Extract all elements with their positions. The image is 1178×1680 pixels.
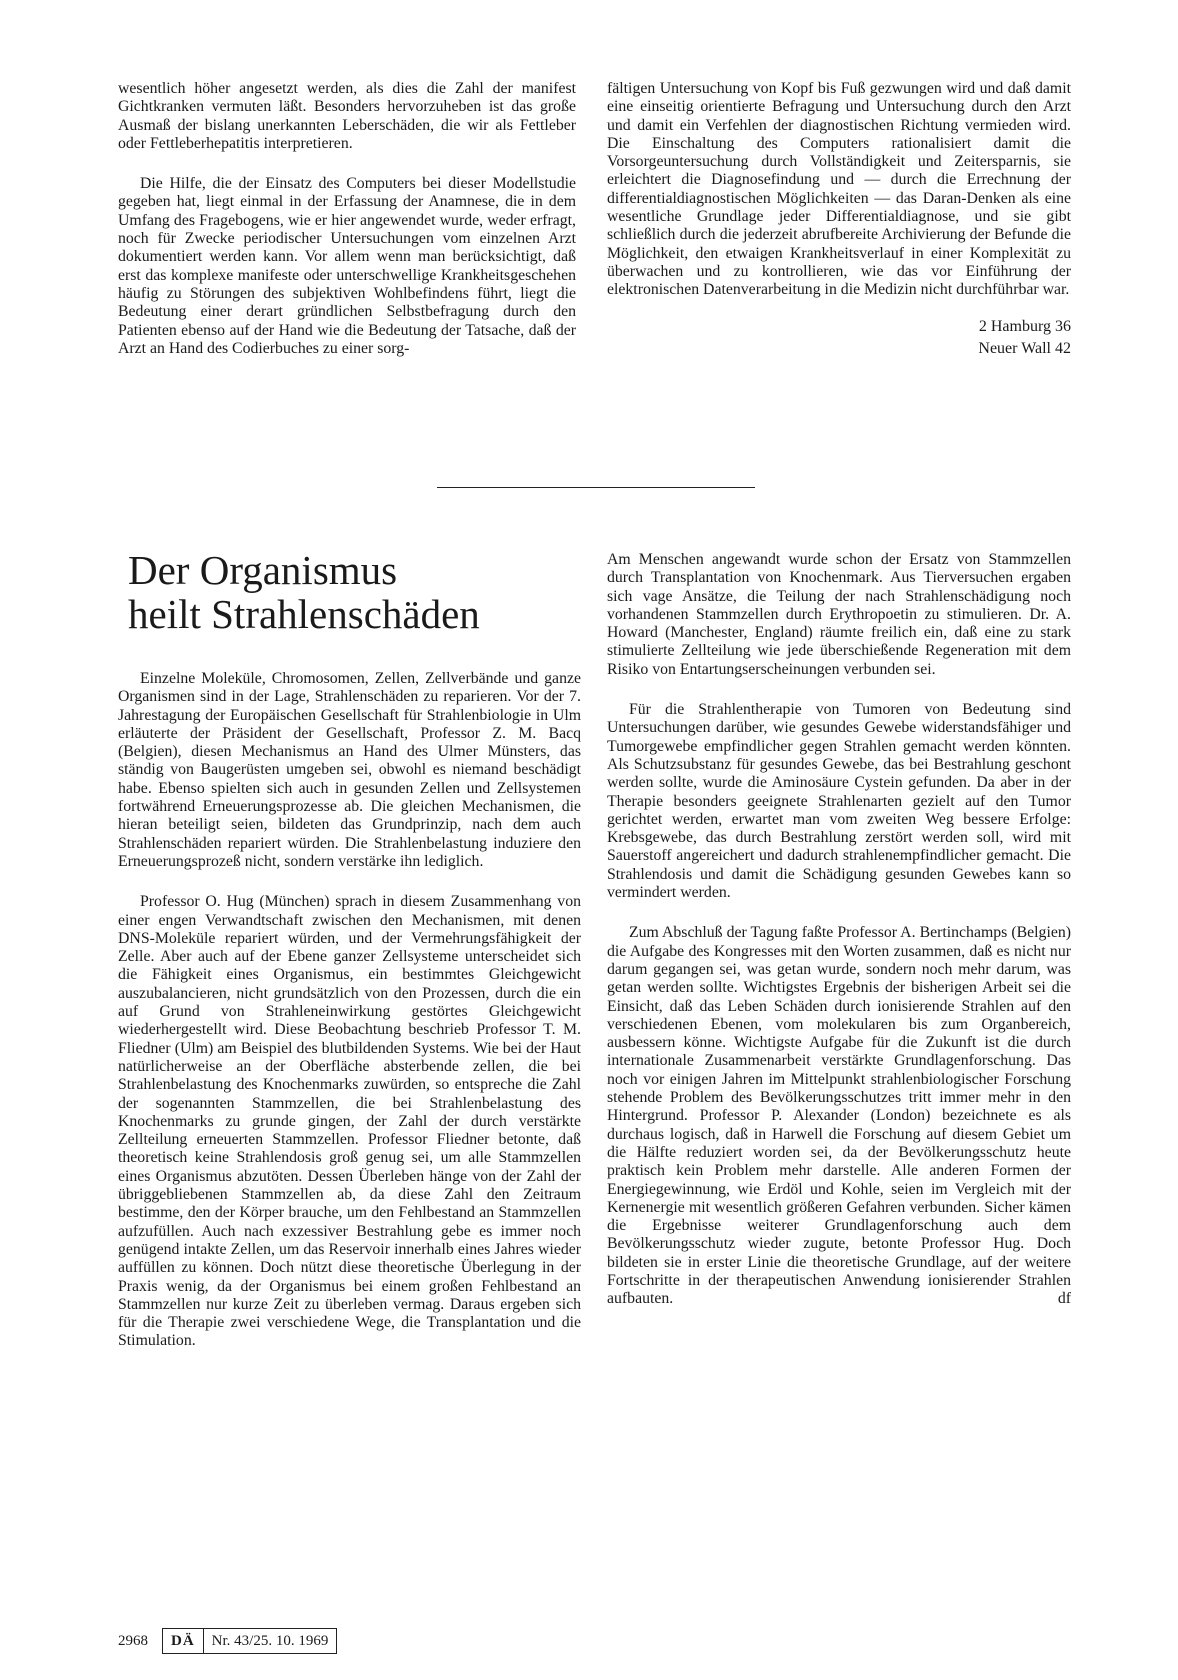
title-line-1: Der Organismus bbox=[128, 547, 398, 593]
article-right-column bbox=[607, 551, 1071, 1331]
page-footer bbox=[118, 1628, 337, 1654]
top-right-column bbox=[607, 80, 1071, 360]
article-paragraph-last bbox=[607, 924, 1071, 1308]
page-number: 2968 bbox=[118, 1632, 148, 1649]
article-paragraph: Am Menschen angewandt wurde schon der Ersatz von Stammzellen durch Transplantation von Knochenmark. Aus Tierversuchen ergaben sich vage Ansätze, die Teilung der nach Strahlenschädigung noch vorhandenen Stammzellen durch Erythropoetin zu stimulieren. Dr. A. Howard (Manchester, England) räumte freilich ein, daß eine zu stark stimulierte Zellteilung wie jede überschießende Regeneration mit dem Risiko von Entartungserscheinungen verbunden sei. bbox=[607, 551, 1071, 678]
computer-paragraph: Die Hilfe, die der Einsatz des Computers bei dieser Modellstudie gegeben hat, liegt einmal in der Erfassung der Anamnese, die in dem Umfang des Fragebogens, wie er hier angewendet wurde, weder erfragt, noch für Zwecke periodischer Untersuchungen vom einzelnen Arzt dokumentiert werden kann. Vor allem wenn man berücksichtigt, daß erst das komplexe manifeste oder unterschwellige Krankheitsgeschehen häufig zu Störungen des subjektiven Wohlbefindens führt, liegt die Bedeutung einer derart gründlichen Selbstbefragung durch den Patienten ebenso auf der Hand wie die Bedeutung der Tatsache, daß der Arzt an Hand des Codierbuches zu einer sorg- bbox=[118, 175, 576, 357]
article-paragraph: Einzelne Moleküle, Chromosomen, Zellen, Zellverbände und ganze Organismen sind in der Lage, Strahlenschäden zu reparieren. Vor der 7. Jahrestagung der Europäischen Gesellschaft für Strahlenbiologie in Ulm erläuterte der Präsident der Gesellschaft, Professor Z. M. Bacq (Belgien), diesen Mechanismus an Hand des Ulmer Münsters, das ständig von Baugerüsten umgeben sei, obwohl es niemand beschädigt habe. Ebenso spielten sich auch in gesunden Zellen und Zellsystemen fortwährend Erneuerungsprozesse ab. Die gleichen Mechanismen, die hieran beteiligt seien, bildeten das Grundprinzip, nach dem auch Strahlenschäden repariert würden. Die Strahlenbelastung induziere den Erneuerungsprozeß nicht, sondern verstärke ihn lediglich. bbox=[118, 670, 581, 870]
continued-paragraph: wesentlich höher angesetzt werden, als dies die Zahl der manifest Gichtkranken vermuten läßt. Besonders hervorzuheben ist das große Ausmaß der bislang unerkannten Leberschäden, die wir als Fettleber oder Fettleberhepatitis interpretieren. bbox=[118, 80, 576, 152]
address-street: Neuer Wall 42 bbox=[978, 339, 1071, 357]
article-title bbox=[128, 548, 588, 636]
article-paragraph-text: Zum Abschluß der Tagung faßte Professor A. Bertinchamps (Belgien) die Aufgabe des Kongresses mit den Worten zusammen, daß es nicht nur darum gegangen sei, was getan wurde, sondern noch mehr darum, was getan werden sollte. Wichtigstes Ergebnis der bisherigen Arbeit sei die Einsicht, daß das Leben Schäden durch ionisierende Strahlen auf den verschiedenen Ebenen, vom molekularen bis zum Organbereich, ausbessern könne. Wichtigste Aufgabe für die Zukunft ist die durch internationale Zusammenarbeit verstärkte Grundlagenforschung. Das noch vor einigen Jahren im Mittelpunkt strahlenbiologischer Forschung stehende Problem des Bevölkerungsschutzes tritt immer mehr in den Hintergrund. Professor P. Alexander (London) bezeichnete es als durchaus logisch, daß in Harwell die Forschung auf diesem Gebiet um die Hälfte reduziert worden sei, da der Bevölkerungsschutz heute praktisch kein Problem mehr darstelle. Alle anderen Formen der Energiegewinnung, wie Erdöl und Kohle, seien im Vergleich mit der Kernenergie mit wesentlich größeren Gefahren verbunden. Sicher kämen die Ergebnisse weiterer Grundlagenforschung auch dem Bevölkerungsschutz wieder zugute, betonte Professor Hug. Doch bildeten sie in erster Linie die theoretische Grundlage, auf der weitere Fortschritte in der therapeutischen Anwendung ionisierender Strahlen aufbauten. bbox=[607, 924, 1071, 1308]
article-paragraph: Für die Strahlentherapie von Tumoren von Bedeutung sind Untersuchungen darüber, wie gesundes Gewebe widerstandsfähiger und Tumorgewebe empfindlicher gegen Strahlen gemacht werden könnten. Als Schutzsubstanz für gesundes Gewebe, das bei Bestrahlung geschont werden sollte, wurde die Aminosäure Cystein gefunden. Da aber in der Therapie besonders geeignete Strahlenarten gezielt auf den Tumor gerichtet werden, erwartet man vom zweiten Weg bessere Erfolge: Krebsgewebe, das durch Bestrahlung zerstört werden soll, wird mit Sauerstoff angereichert und dadurch strahlenempfindlicher gemacht. Die Strahlendosis und damit die Schädigung gesunden Gewebes kann so vermindert werden. bbox=[607, 701, 1071, 902]
title-line-2: heilt Strahlenschäden bbox=[128, 591, 480, 637]
top-left-column bbox=[118, 80, 576, 380]
address-city: 2 Hamburg 36 bbox=[978, 317, 1071, 335]
author-signature: df bbox=[1057, 1290, 1071, 1308]
journal-logo: DÄ bbox=[163, 1629, 204, 1653]
article-left-column bbox=[118, 670, 581, 1373]
journal-box bbox=[162, 1628, 337, 1654]
article-paragraph: Professor O. Hug (München) sprach in diesem Zusammenhang von einer engen Verwandtschaft zwischen den Mechanismen, mit denen DNS-Moleküle repariert würden, und der Vermehrungsfähigkeit der Zelle. Aber auch auf der Ebene ganzer Zellsysteme unterscheidet sich die Fähigkeit eines Organismus, ein bestimmtes Gleichgewicht auszubalancieren, nicht grundsätzlich von den Prozessen, durch die ein auf Grund von Strahleneinwirkung gestörtes Gleichgewicht wiederhergestellt wird. Diese Beobachtung beschrieb Professor T. M. Fliedner (Ulm) am Beispiel des blutbildenden Systems. Wie bei der Haut natürlicherweise an der Oberfläche absterbende zellen, die bei Strahlenbelastung des Knochenmarks zuwürden, so entspreche die Zahl der sogenannten Stammzellen, die bei Strahlenbelastung des Knochenmarks zu grunde gingen, der Zahl der durch verstärkte Zellteilung erneuerten Stammzellen. Professor Fliedner betonte, daß theoretisch keine Strahlendosis groß genug sei, um alle Stammzellen eines Organismus abzutöten. Dessen Überleben hänge von der Zahl der übriggebliebenen Stammzellen ab, da diese Zahl den Zeitraum bestimme, den der Körper brauche, um den Fehlbestand an Stammzellen aufzufüllen. Auch nach exzessiver Bestrahlung gebe es immer noch genügend intakte Zellen, um das Reservoir innerhalb eines Jahres wieder auffüllen zu können. Doch nützt diese theoretische Überlegung in der Praxis wenig, da der Organismus bei einem großen Fehlbestand an Stammzellen nur kurze Zeit zu überleben vermag. Daraus ergeben sich für die Therapie zwei verschiedene Wege, die Transplantation und die Stimulation. bbox=[118, 893, 581, 1350]
section-divider bbox=[437, 487, 755, 488]
author-address bbox=[607, 316, 1071, 360]
continued-paragraph-right: fältigen Untersuchung von Kopf bis Fuß gezwungen wird und daß damit eine einseitig orientierte Befragung und Untersuchung durch den Arzt und damit ein Verfehlen der diagnostischen Richtung vermieden wird. Die Einschaltung des Computers rationalisiert damit die Vorsorgeuntersuchung durch Vollständigkeit und Zeitersparnis, sie erleichtert die Diagnosefindung und — durch die Errechnung der differentialdiagnostischen Möglichkeiten — das Daran-Denken als eine wesentliche Grundlage jeder Differentialdiagnose, und sie gibt schließlich durch die jederzeit abrufbereite Archivierung der Befunde die Möglichkeit, den etwaigen Krankheitsverlauf in einer Komplexität zu überwachen und zu kontrollieren, wie das vor Einführung der elektronischen Datenverarbeitung in die Medizin nicht durchführbar war. bbox=[607, 80, 1071, 299]
issue-info: Nr. 43/25. 10. 1969 bbox=[211, 1632, 329, 1649]
